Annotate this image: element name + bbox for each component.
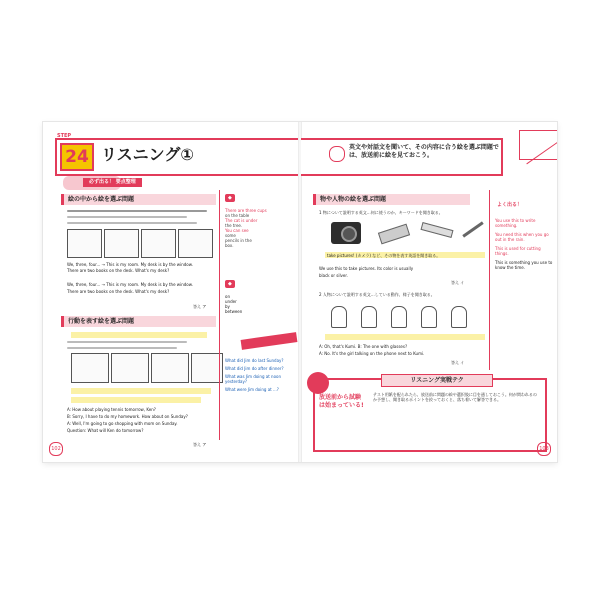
text-line [67, 222, 197, 224]
sidebar-divider [219, 190, 220, 440]
sidebar-quote: You use this to write something. [495, 218, 536, 228]
sidebar-word: You can see [225, 228, 249, 233]
promo-title: リスニング実戦テク [381, 374, 493, 387]
sidebar-quotes [495, 218, 555, 270]
right-page [301, 122, 557, 462]
person-illustration [391, 306, 407, 328]
hint-line: We use this to take pictures. Its color is usually [319, 266, 414, 271]
pen-icon [329, 146, 345, 162]
lesson-label: STEP [57, 133, 72, 139]
highlight-line [71, 397, 201, 403]
dialogue-line: B: Sorry, I have to do my homework. How about on Sunday? [67, 414, 188, 419]
dialogue-line: A: No. It's the girl talking on the phone next to Kumi. [319, 351, 425, 356]
page-title: リスニング① [101, 145, 194, 164]
sidebar-questions [225, 358, 295, 392]
sidebar-text [225, 208, 293, 248]
section-title-1: 絵の中から絵を選ぶ問題 [61, 194, 216, 205]
lesson-number: 24 [60, 143, 94, 171]
sidebar-word: the tree. [225, 223, 243, 228]
sidebar-word: on the table [225, 213, 250, 218]
text-line [67, 216, 187, 218]
hint-line: black or silver. [319, 273, 348, 278]
highlight-line [325, 334, 485, 340]
room-illustration [104, 229, 139, 258]
burst-badge [241, 332, 298, 350]
tube-illustration [421, 222, 454, 238]
sidebar-phrase: by [225, 304, 230, 309]
person-illustration [111, 353, 149, 383]
section-title-2: 行動を表す絵を選ぶ問題 [61, 316, 216, 327]
example-line: There are two books on the desk. What's my desk? [67, 268, 170, 273]
promo-icon [307, 372, 329, 394]
sidebar-phrase: under [225, 299, 237, 304]
item-text: 2 人物について説明する英文…している動作、様子を聞き取る。 [319, 292, 435, 297]
sidebar-tag: ◆ [225, 280, 235, 288]
example-line: There are two books on the desk. What's my desk? [67, 289, 170, 294]
sidebar-heading: よく出る！ [497, 202, 523, 208]
fork-illustration [462, 221, 483, 237]
person-illustration [361, 306, 377, 328]
sidebar-word: The cat is under [225, 218, 258, 223]
sidebar-phrase: between [225, 309, 243, 314]
page-number: 103 [537, 442, 551, 456]
brush-illustration [378, 224, 410, 245]
dialogue-line: Question: What will Ken do tomorrow? [67, 428, 144, 433]
page-number: 102 [49, 442, 63, 456]
example-quote: take pictures! (カメラ) など、その物を表す英語を聞き取る。 [327, 253, 441, 258]
sidebar-divider [489, 190, 490, 370]
sidebar-question: What was Jim doing at noon yesterday? [225, 374, 282, 384]
room-illustration [141, 229, 176, 258]
sidebar-tip: This is something you use to know the time. [495, 260, 553, 270]
item-text: 1 物について説明する英文…何に使うのか、キーワードを聞き取る。 [319, 210, 443, 215]
dialogue-line: A: Well, I'm going to go shopping with mom on Sunday. [67, 421, 178, 426]
sidebar-quote: You need this when you go out in the rain. [495, 232, 549, 242]
person-illustration [421, 306, 437, 328]
sidebar-question: What did Jim do last Sunday? [225, 358, 284, 363]
person-illustration [71, 353, 109, 383]
text-line [67, 210, 207, 212]
dialogue-line: A: How about playing tennis tomorrow, Ken? [67, 407, 156, 412]
promo-body: テスト用紙を配られたら、放送前に問題の絵や選択肢に目を通しておこう。何が問われるのか予想し、聞き取るポイントを絞っておくと、落ち着いて解答できる。 [373, 392, 537, 402]
example-line: We, three, four... → This is my room. My desk is by the window. [67, 262, 193, 267]
left-page [43, 122, 299, 462]
sidebar-phrases [225, 294, 293, 314]
highlight-line [71, 332, 207, 338]
sidebar-phrase: on [225, 294, 230, 299]
promo-box [313, 378, 547, 452]
sidebar-tag: ◆ [225, 194, 235, 202]
subtitle-tag: 必ず出る！ 要点整理 [83, 178, 142, 187]
text-line [67, 347, 177, 349]
sidebar-word: pencils in the [225, 238, 252, 243]
answer-label: 答え ア [193, 304, 207, 309]
sidebar-word: some [225, 233, 236, 238]
text-line [67, 341, 187, 343]
section-title-1: 物や人物の絵を選ぶ問題 [313, 194, 470, 205]
answer-label: 答え ア [193, 442, 207, 447]
example-line: We, three, four... → This is my room. My desk is by the window. [67, 282, 193, 287]
person-illustration [151, 353, 189, 383]
person-illustration [331, 306, 347, 328]
highlight-line [71, 388, 211, 394]
camera-lens-icon [341, 226, 357, 242]
room-illustration [67, 229, 102, 258]
dialogue-line: A: Oh, that's Kumi. B: The one with glasses? [319, 344, 408, 349]
sidebar-word: box. [225, 243, 234, 248]
answer-label: 答え イ [451, 280, 465, 285]
sidebar-quote: This is used for cutting things. [495, 246, 541, 256]
answer-label: 答え イ [451, 360, 465, 365]
sidebar-question: What were Jim doing at ...? [225, 387, 279, 392]
room-illustration [178, 229, 213, 258]
promo-lead: 放送前から試験は始まっている! [319, 394, 364, 409]
sidebar-word: There are three cups [225, 208, 267, 213]
intro-text: 英文や対話文を聞いて、その内容に合う絵を選ぶ問題では、放送前に絵を見ておこう。 [349, 144, 499, 159]
book-spread [43, 122, 557, 462]
person-illustration [451, 306, 467, 328]
sidebar-question: What did Jim do after dinner? [225, 366, 284, 371]
